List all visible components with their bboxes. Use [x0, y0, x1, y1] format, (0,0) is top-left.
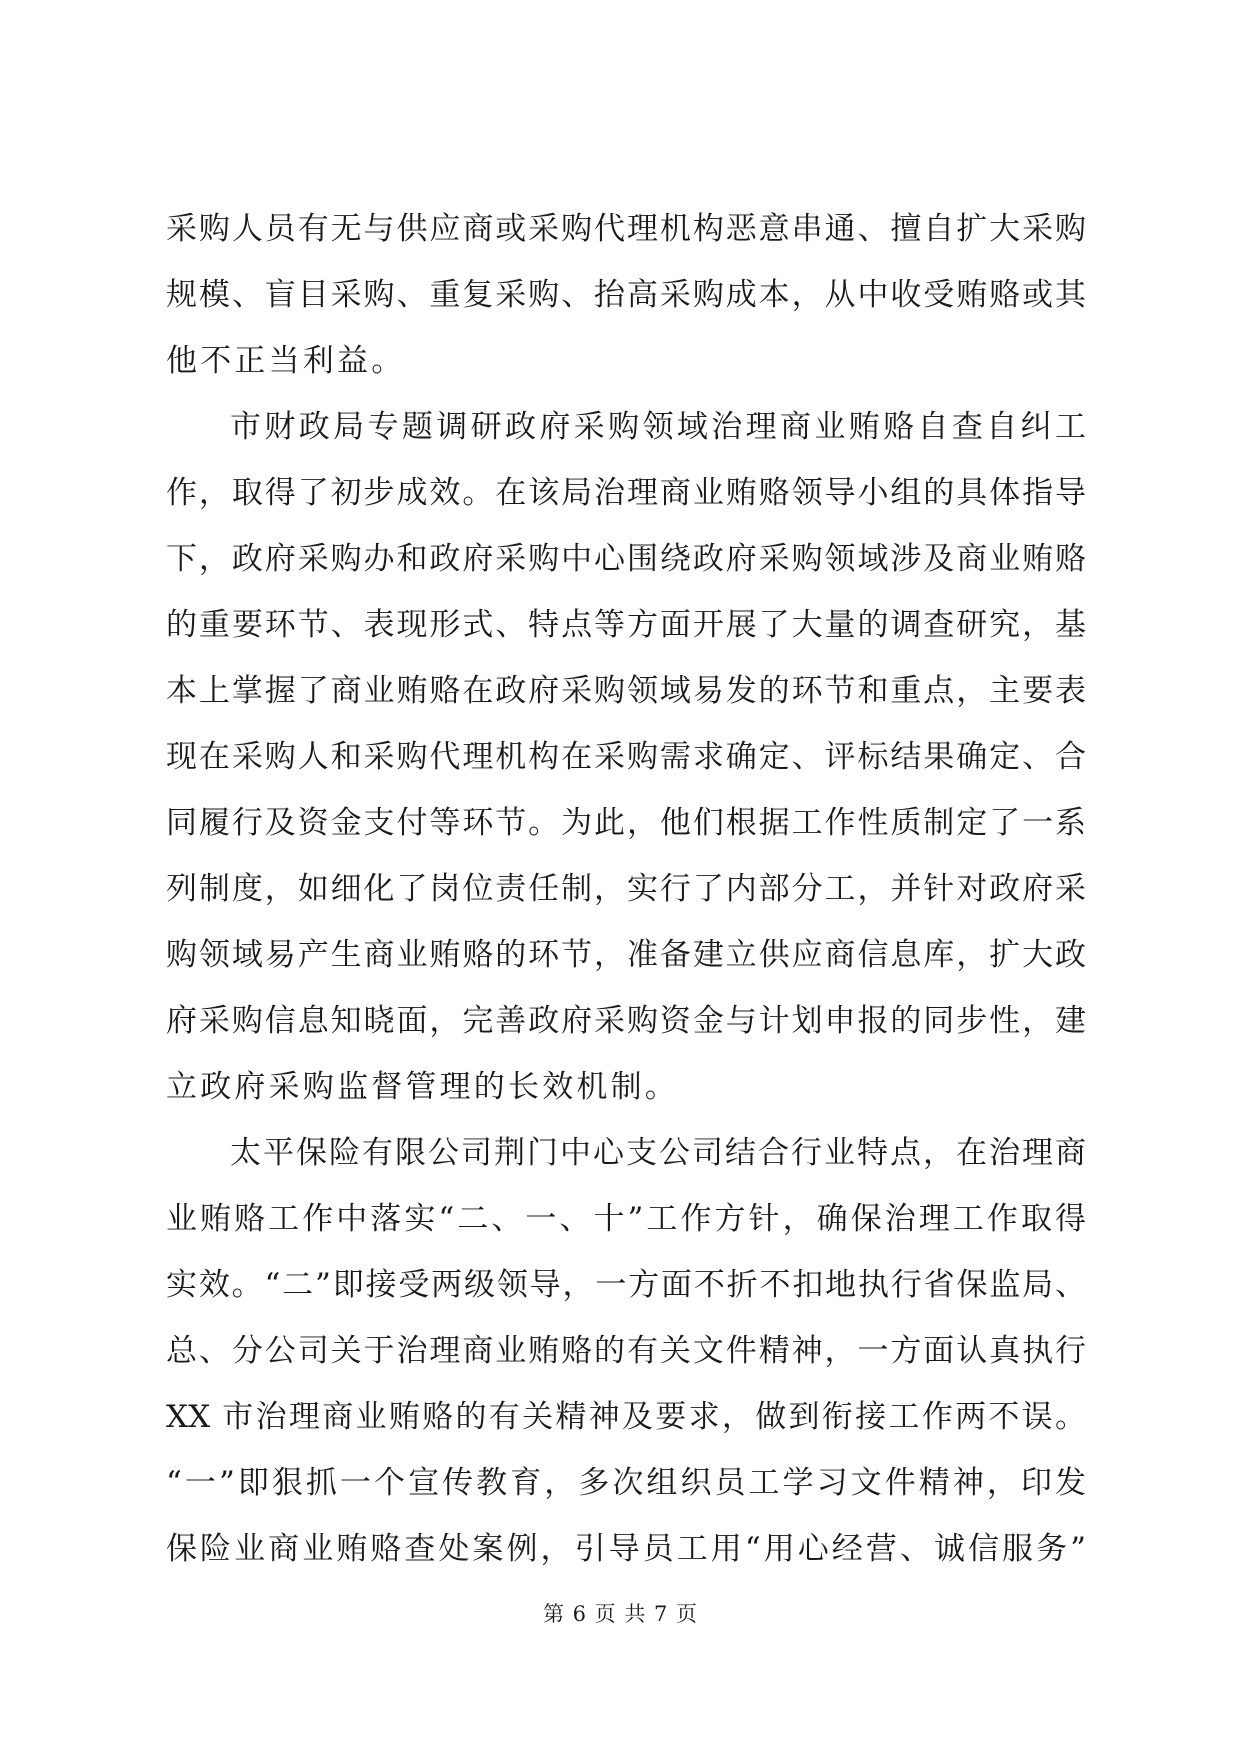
text-line: 同履行及资金支付等环节。为此，他们根据工作性质制定了一系 — [166, 805, 1086, 841]
text-line: 业贿赂工作中落实“二、一、十”工作方针，确保治理工作取得 — [166, 1201, 1086, 1237]
page-number-footer: 第 6 页 共 7 页 — [542, 1602, 699, 1626]
text-line: XX 市治理商业贿赂的有关精神及要求，做到衔接工作两不误。 — [166, 1399, 1086, 1435]
text-line: 现在采购人和采购代理机构在采购需求确定、评标结果确定、合 — [166, 739, 1086, 775]
text-line: 购领域易产生商业贿赂的环节，准备建立供应商信息库，扩大政 — [166, 937, 1086, 973]
text-line: 下，政府采购办和政府采购中心围绕政府采购领域涉及商业贿赂 — [166, 541, 1086, 577]
text-line: 作，取得了初步成效。在该局治理商业贿赂领导小组的具体指导 — [166, 475, 1086, 511]
text-line: 保险业商业贿赂查处案例，引导员工用“用心经营、诚信服务” — [166, 1531, 1086, 1567]
text-line: 列制度，如细化了岗位责任制，实行了内部分工，并针对政府采 — [166, 871, 1086, 907]
text-line: 实效。“二”即接受两级领导，一方面不折不扣地执行省保监局、 — [166, 1267, 1086, 1303]
text-line: 太平保险有限公司荆门中心支公司结合行业特点，在治理商 — [230, 1135, 1086, 1171]
text-line: 市财政局专题调研政府采购领域治理商业贿赂自查自纠工 — [230, 409, 1086, 445]
text-line: 本上掌握了商业贿赂在政府采购领域易发的环节和重点，主要表 — [166, 673, 1086, 709]
text-line: 立政府采购监督管理的长效机制。 — [166, 1069, 679, 1105]
text-line: 府采购信息知晓面，完善政府采购资金与计划申报的同步性，建 — [166, 1003, 1086, 1039]
text-line: 规模、盲目采购、重复采购、抬高采购成本，从中收受贿赂或其 — [166, 277, 1086, 313]
document-body — [166, 196, 1086, 1582]
text-line: 采购人员有无与供应商或采购代理机构恶意串通、擅自扩大采购 — [166, 211, 1086, 247]
text-line: “一”即狠抓一个宣传教育，多次组织员工学习文件精神，印发 — [166, 1465, 1086, 1501]
text-line: 的重要环节、表现形式、特点等方面开展了大量的调查研究，基 — [166, 607, 1086, 643]
text-line: 他不正当利益。 — [166, 343, 406, 379]
text-line: 总、分公司关于治理商业贿赂的有关文件精神，一方面认真执行 — [166, 1333, 1086, 1369]
